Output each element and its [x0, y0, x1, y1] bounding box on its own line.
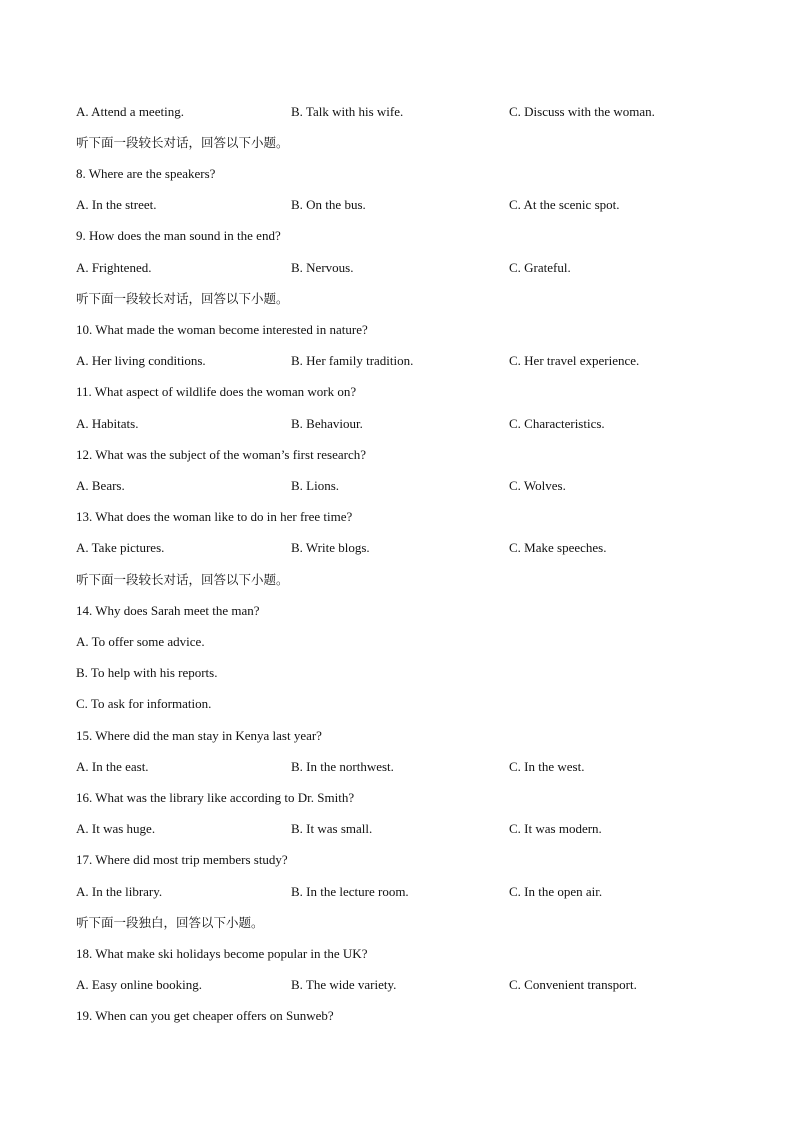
section-instruction: 听下面一段较长对话，回答以下小题。 — [76, 291, 289, 306]
option-c: C. It was modern. — [509, 821, 602, 836]
q14-option-c: C. To ask for information. — [76, 696, 212, 711]
q9-options — [76, 258, 736, 278]
option-b: B. Nervous. — [291, 260, 354, 275]
question-11: 11. What aspect of wildlife does the woman work on? — [76, 384, 357, 399]
question-19: 19. When can you get cheaper offers on Sunweb? — [76, 1008, 334, 1023]
option-a: A. Take pictures. — [76, 540, 165, 555]
q14-option-b: B. To help with his reports. — [76, 665, 218, 680]
option-b: B. Lions. — [291, 478, 340, 493]
option-b: B. In the lecture room. — [291, 884, 409, 899]
q17-options — [76, 882, 736, 902]
option-c: C. Make speeches. — [509, 540, 607, 555]
question-17: 17. Where did most trip members study? — [76, 852, 288, 867]
q18-options — [76, 975, 736, 995]
option-a: A. It was huge. — [76, 821, 156, 836]
section-instruction: 听下面一段较长对话，回答以下小题。 — [76, 572, 289, 587]
question-10: 10. What made the woman become interested in nature? — [76, 322, 368, 337]
q12-options — [76, 476, 736, 496]
q7-options — [76, 102, 736, 122]
q11-options — [76, 414, 736, 434]
question-16: 16. What was the library like according to Dr. Smith? — [76, 790, 355, 805]
option-b: B. On the bus. — [291, 197, 366, 212]
question-15: 15. Where did the man stay in Kenya last year? — [76, 728, 322, 743]
option-c: C. In the open air. — [509, 884, 603, 899]
question-9: 9. How does the man sound in the end? — [76, 228, 281, 243]
option-c: C. Discuss with the woman. — [509, 104, 655, 119]
option-a: A. In the library. — [76, 884, 163, 899]
option-b: B. Behaviour. — [291, 416, 363, 431]
option-a: A. Her living conditions. — [76, 353, 206, 368]
question-14: 14. Why does Sarah meet the man? — [76, 603, 260, 618]
option-a: A. Habitats. — [76, 416, 139, 431]
option-b: B. Her family tradition. — [291, 353, 414, 368]
option-c: C. At the scenic spot. — [509, 197, 620, 212]
option-b: B. Talk with his wife. — [291, 104, 404, 119]
question-8: 8. Where are the speakers? — [76, 166, 216, 181]
q14-option-a: A. To offer some advice. — [76, 634, 205, 649]
q10-options — [76, 351, 736, 371]
option-b: B. Write blogs. — [291, 540, 370, 555]
q15-options — [76, 757, 736, 777]
option-c: C. Grateful. — [509, 260, 571, 275]
option-c: C. Characteristics. — [509, 416, 605, 431]
option-b: B. It was small. — [291, 821, 373, 836]
option-b: B. In the northwest. — [291, 759, 394, 774]
option-a: A. Frightened. — [76, 260, 152, 275]
question-13: 13. What does the woman like to do in her free time? — [76, 509, 353, 524]
section-instruction: 听下面一段独白，回答以下小题。 — [76, 915, 264, 930]
question-12: 12. What was the subject of the woman’s first research? — [76, 447, 366, 462]
option-a: A. Bears. — [76, 478, 125, 493]
option-c: C. Wolves. — [509, 478, 566, 493]
option-a: A. In the east. — [76, 759, 149, 774]
q8-options — [76, 195, 736, 215]
option-c: C. Convenient transport. — [509, 977, 637, 992]
question-18: 18. What make ski holidays become popular in the UK? — [76, 946, 368, 961]
option-a: A. Easy online booking. — [76, 977, 203, 992]
section-instruction: 听下面一段较长对话，回答以下小题。 — [76, 135, 289, 150]
q16-options — [76, 819, 736, 839]
option-a: A. Attend a meeting. — [76, 104, 184, 119]
option-c: C. Her travel experience. — [509, 353, 640, 368]
option-c: C. In the west. — [509, 759, 585, 774]
q13-options — [76, 538, 736, 558]
option-a: A. In the street. — [76, 197, 157, 212]
option-b: B. The wide variety. — [291, 977, 397, 992]
